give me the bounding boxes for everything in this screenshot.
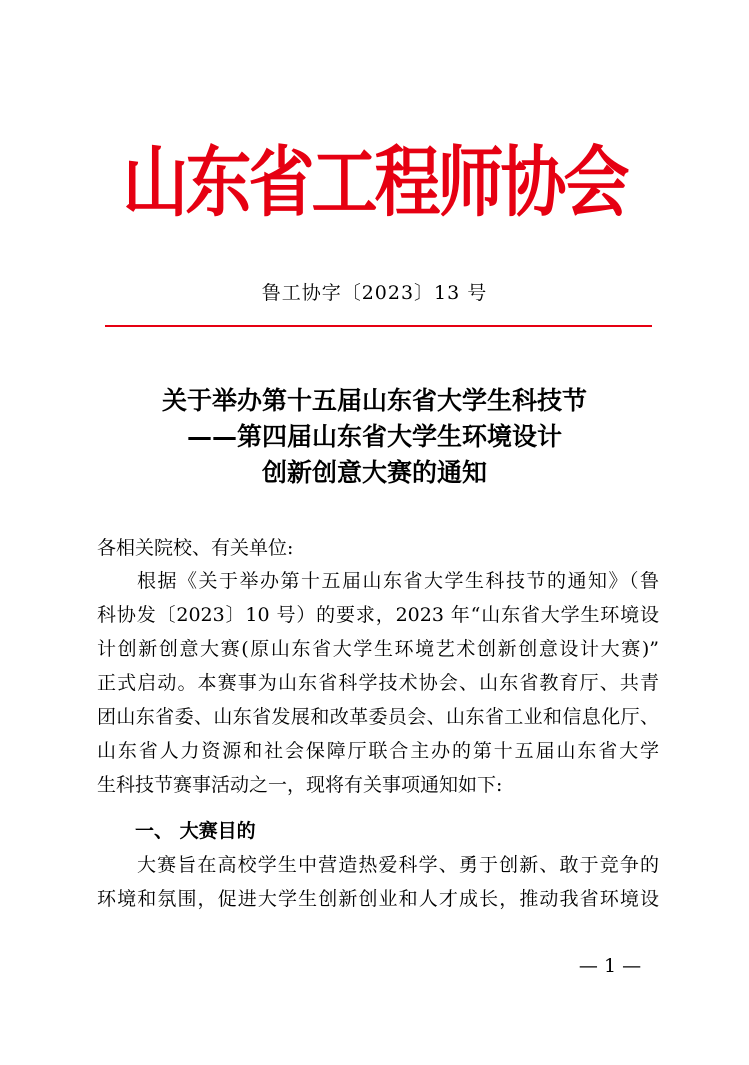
paragraph-line: 环境和氛围，促进大学生创新创业和人才成长，推动我省环境设 <box>97 888 659 910</box>
organization-header: 山东省工程师协会 <box>122 138 627 228</box>
salutation: 各相关院校、有关单位: <box>97 537 294 559</box>
section-heading: 一、 大赛目的 <box>135 820 256 842</box>
paragraph-line: 生科技节赛事活动之一，现将有关事项通知如下: <box>97 774 503 796</box>
paragraph-line: 计创新创意大赛(原山东省大学生环境艺术创新创意设计大赛)” <box>97 638 659 660</box>
page-number: — 1 — <box>578 955 642 977</box>
paragraph-line: 正式启动。本赛事为山东省科学技术协会、山东省教育厅、共青 <box>97 672 659 694</box>
paragraph-line: 大赛旨在高校学生中营造热爱科学、勇于创新、敢于竞争的 <box>137 854 659 876</box>
red-divider-line <box>105 325 652 327</box>
paragraph-line: 山东省人力资源和社会保障厅联合主办的第十五届山东省大学 <box>97 740 659 762</box>
paragraph-line: 科协发〔2023〕10 号）的要求，2023 年“山东省大学生环境设 <box>97 604 659 626</box>
title-line-2: ——第四届山东省大学生环境设计 <box>186 422 562 451</box>
paragraph-line: 团山东省委、山东省发展和改革委员会、山东省工业和信息化厅、 <box>97 706 659 728</box>
title-line-3: 创新创意大赛的通知 <box>261 458 487 487</box>
paragraph-line: 根据《关于举办第十五届山东省大学生科技节的通知》（鲁 <box>137 570 659 592</box>
document-number: 鲁工协字〔2023〕13 号 <box>261 282 488 304</box>
title-line-1: 关于举办第十五届山东省大学生科技节 <box>161 386 587 415</box>
